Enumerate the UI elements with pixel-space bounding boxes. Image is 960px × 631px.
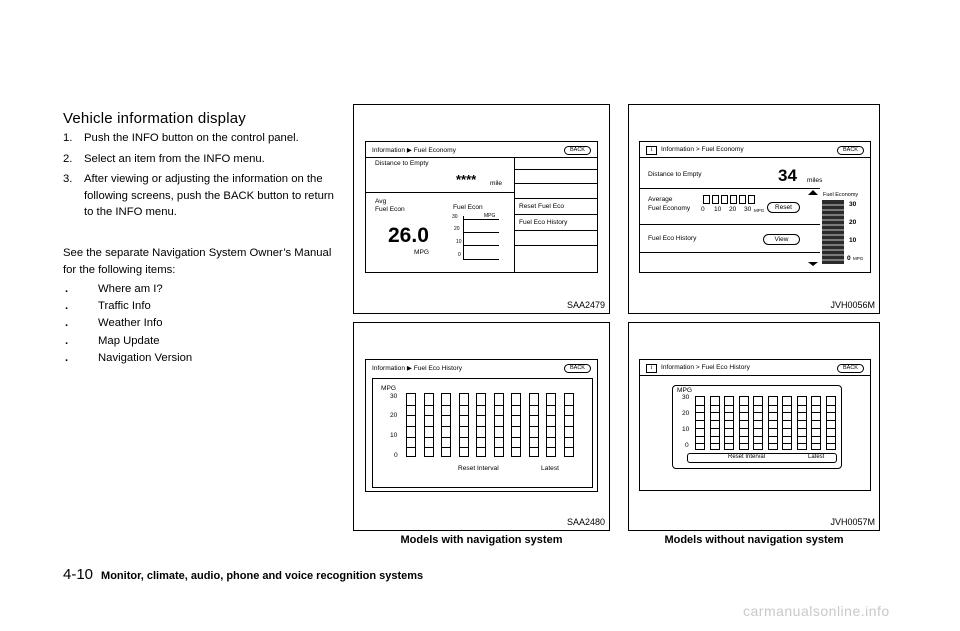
scale-tick: 10 <box>714 206 722 213</box>
screen-header: Information ▶ Fuel Eco History <box>372 365 463 372</box>
history-bar <box>753 396 763 450</box>
list-item: . Weather Info <box>65 317 163 330</box>
distance-label: Distance to Empty <box>648 171 702 178</box>
axis-tick: 0 <box>394 452 398 459</box>
gauge-graphic <box>808 190 848 266</box>
history-bar <box>476 393 486 457</box>
distance-value: **** <box>456 172 477 187</box>
history-bar <box>406 393 416 457</box>
figure-code: SAA2480 <box>566 517 605 527</box>
steps-list <box>63 130 335 225</box>
unit-label: MPG <box>381 385 397 392</box>
history-bar <box>564 393 574 457</box>
axis-tick: 20 <box>390 412 398 419</box>
history-bar <box>782 396 792 450</box>
back-button[interactable]: BACK <box>564 364 591 373</box>
list-item-text: Where am I? <box>98 283 163 295</box>
scale-tick: 0 <box>701 206 705 213</box>
screen-fuel-economy <box>639 141 871 273</box>
step-number: 1. <box>63 132 73 144</box>
page-number: 4-10 <box>63 566 94 583</box>
step-text: Select an item from the INFO menu. <box>84 152 265 165</box>
watermark: carmanualsonline.info <box>743 603 890 619</box>
screen-fuel-eco-history <box>365 359 598 492</box>
axis-tick: 20 <box>682 410 690 417</box>
history-panel <box>372 378 593 488</box>
gauge-title: Fuel Econ <box>453 204 483 211</box>
chapter-title: Monitor, climate, audio, phone and voice recognition systems <box>101 570 424 582</box>
distance-unit: mile <box>490 180 503 187</box>
distance-label: Distance to Empty <box>375 160 429 167</box>
section-title: Vehicle information display <box>63 110 246 127</box>
unit-label: MPG <box>677 387 693 394</box>
distance-value: 34 <box>778 166 797 185</box>
back-button[interactable]: BACK <box>564 146 591 155</box>
step-item <box>63 151 335 168</box>
list-item-text: Navigation Version <box>98 351 193 364</box>
gauge-tick: 0 <box>847 255 851 262</box>
figure-code: JVH0056M <box>830 300 875 310</box>
figure-code: JVH0057M <box>830 517 875 527</box>
view-button[interactable]: View <box>763 234 800 245</box>
axis-tick: 30 <box>682 394 690 401</box>
history-bar <box>546 393 556 457</box>
back-button[interactable]: BACK <box>837 364 864 373</box>
history-bar <box>529 393 539 457</box>
scale-tick: 30 <box>744 206 752 213</box>
axis-tick: 10 <box>682 426 690 433</box>
avg-unit: MPG <box>414 249 430 256</box>
list-item: . Map Update <box>65 334 160 347</box>
figure-fuel-economy-nav <box>353 104 610 314</box>
history-bar <box>826 396 836 450</box>
gauge-tick: 20 <box>454 226 460 232</box>
axis-tick: 30 <box>390 393 398 400</box>
avg-label: Average <box>648 196 673 203</box>
avg-label: Fuel Econ <box>375 206 405 213</box>
avg-label: Avg <box>375 198 387 205</box>
scale-tick: 20 <box>729 206 737 213</box>
screen-header: Information > Fuel Eco History <box>661 364 750 371</box>
reset-interval-label: Reset Interval <box>728 454 766 460</box>
history-panel <box>672 385 842 469</box>
step-text: Push the INFO button on the control panel. <box>84 132 299 144</box>
info-icon: i <box>646 364 657 373</box>
gauge-tick: 0 <box>458 252 461 258</box>
step-text: After viewing or adjusting the information on the following screens, push the BACK button to return to the INFO menu. <box>84 173 334 218</box>
menu-item-fuel-eco-history[interactable]: Fuel Eco History <box>519 219 568 226</box>
latest-label: Latest <box>808 454 825 460</box>
history-bar <box>494 393 504 457</box>
reset-button[interactable]: Reset <box>767 202 800 213</box>
bullet-list <box>63 281 192 367</box>
history-bar <box>768 396 778 450</box>
screen-fuel-economy <box>365 141 598 273</box>
back-button[interactable]: BACK <box>837 146 864 155</box>
list-item-text: Traffic Info <box>98 300 151 313</box>
info-icon: i <box>646 146 657 155</box>
gauge-tick: 10 <box>849 237 857 244</box>
gauge-tick: 30 <box>452 214 458 220</box>
step-item <box>63 171 335 221</box>
scale-unit: MPG <box>754 208 765 213</box>
history-bar <box>441 393 451 457</box>
figure-fuel-economy-no-nav <box>628 104 880 314</box>
page-footer <box>63 566 423 583</box>
list-item: . Where am I? <box>65 283 163 295</box>
axis-tick: 0 <box>685 442 689 449</box>
step-number: 2. <box>63 152 73 165</box>
gauge-tick: 30 <box>849 201 857 208</box>
history-bar <box>424 393 434 457</box>
history-label: Fuel Eco History <box>648 235 697 242</box>
step-item <box>63 130 335 147</box>
reset-interval-label: Reset Interval <box>458 465 499 472</box>
list-item-text: Map Update <box>98 334 160 347</box>
latest-label: Latest <box>541 465 559 472</box>
list-item: . Navigation Version <box>65 351 193 364</box>
axis-tick: 10 <box>390 432 398 439</box>
intro-paragraph: See the separate Navigation System Owner’s Manual for the following items: <box>63 247 332 276</box>
history-bar <box>739 396 749 450</box>
history-bar <box>710 396 720 450</box>
figure-fuel-eco-history-nav <box>353 322 610 531</box>
screen-header: Information > Fuel Economy <box>661 146 744 153</box>
history-bar <box>459 393 469 457</box>
gauge-title: Fuel Economy <box>823 192 859 198</box>
screen-fuel-eco-history <box>639 359 871 491</box>
menu-item-reset-fuel-eco[interactable]: Reset Fuel Eco <box>519 203 565 210</box>
screen-header: Information ▶ Fuel Economy <box>372 147 456 154</box>
gauge-unit: MPG <box>484 213 496 219</box>
avg-value: 26.0 <box>388 224 429 247</box>
history-bar <box>797 396 807 450</box>
list-item: . Traffic Info <box>65 300 151 313</box>
history-bar <box>724 396 734 450</box>
distance-unit: miles <box>807 177 823 184</box>
caption-with-nav: Models with navigation system <box>400 534 563 546</box>
gauge-tick: 10 <box>456 239 462 245</box>
history-bar <box>511 393 521 457</box>
history-bar <box>695 396 705 450</box>
figure-fuel-eco-history-no-nav <box>628 322 880 531</box>
figure-code: SAA2479 <box>566 300 605 310</box>
step-number: 3. <box>63 173 73 185</box>
avg-label: Fuel Economy <box>648 205 691 212</box>
history-bar <box>811 396 821 450</box>
list-item-text: Weather Info <box>98 317 163 330</box>
gauge-tick: 20 <box>849 219 857 226</box>
caption-without-nav: Models without navigation system <box>664 534 844 546</box>
gauge-unit: MPG <box>853 256 864 261</box>
